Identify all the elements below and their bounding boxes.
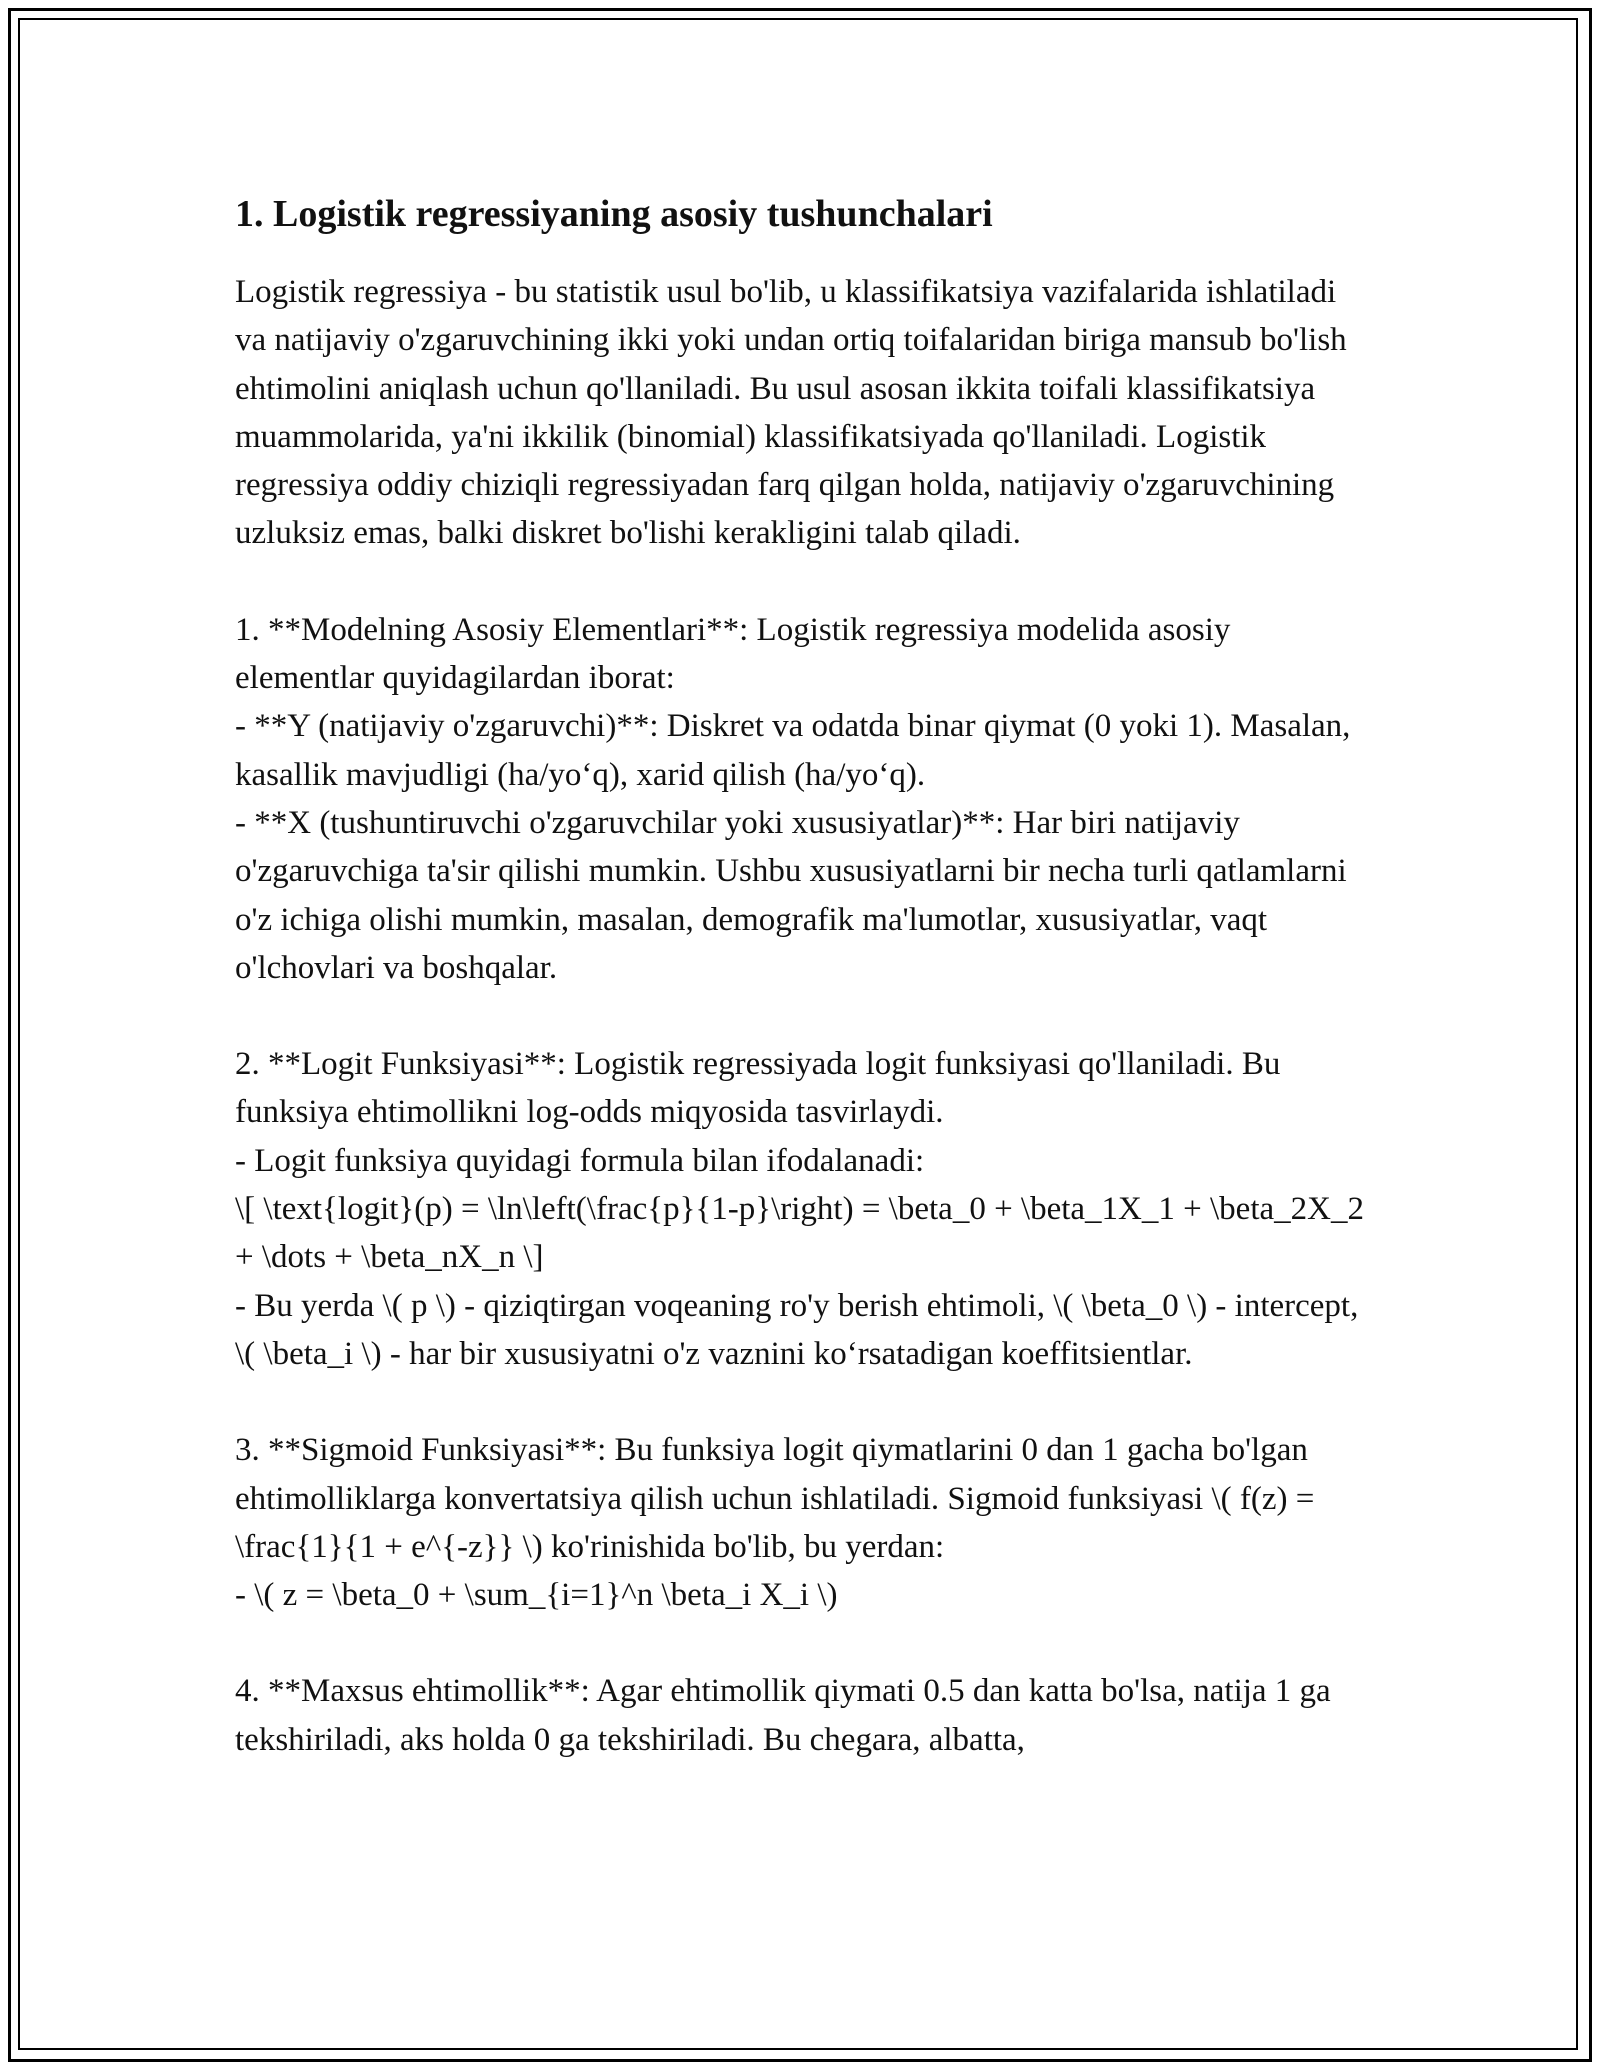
special-probability-paragraph: 4. **Maxsus ehtimollik**: Agar ehtimollik qiymati 0.5 dan katta bo'lsa, natija 1 ga tekshiriladi, aks holda 0 ga tekshiriladi. Bu chegara, albatta, bbox=[235, 1673, 1331, 1758]
document-body bbox=[235, 190, 1375, 1812]
logit-function-paragraph: 2. **Logit Funksiyasi**: Logistik regressiyada logit funksiyasi qo'llaniladi. Bu funksiya ehtimollikni log-odds miqyosida tasvirlaydi. - Logit funksiya quyidagi formula bilan ifodalanadi: \[ \text{logit}(p) = \ln\left(\frac{p}{1-p}\right) = \beta_0 + \beta_1X_1 + \beta_2X_2 + \dots + \beta_nX_n \] - Bu yerda \( p \) - qiziqtirgan voqeaning ro'y berish ehtimoli, \( \beta_0 \) - intercept, \( \beta_i \) - har bir xususiyatni o'z vaznini ko‘rsatadigan koeffitsientlar. bbox=[235, 1046, 1364, 1372]
model-elements-paragraph: 1. **Modelning Asosiy Elementlari**: Logistik regressiya modelida asosiy elementlar quyidagilardan iborat: - **Y (natijaviy o'zgaruvchi)**: Diskret va odatda binar qiymat (0 yoki 1). Masalan, kasallik mavjudligi (ha/yo‘q), xarid qilish (ha/yo‘q). - **X (tushuntiruvchi o'zgaruvchilar yoki xususiyatlar)**: Har biri natijaviy o'zgaruvchiga ta'sir qilishi mumkin. Ushbu xususiyatlarni bir necha turli qatlamlarni o'z ichiga olishi mumkin, masalan, demografik ma'lumotlar, xususiyatlar, vaqt o'lchovlari va boshqalar. bbox=[235, 611, 1351, 986]
intro-paragraph: Logistik regressiya - bu statistik usul bo'lib, u klassifikatsiya vazifalarida ishlatiladi va natijaviy o'zgaruvchining ikki yoki undan ortiq toifalaridan biriga mansub bo'lish ehtimolini aniqlash uchun qo'llaniladi. Bu usul asosan ikkita toifali klassifikatsiya muammolarida, ya'ni ikkilik (binomial) klassifikatsiyada qo'llaniladi. Logistik regressiya oddiy chiziqli regressiyadan farq qilgan holda, natijaviy o'zgaruvchining uzluksiz emas, balki diskret bo'lishi kerakligini talab qiladi. bbox=[235, 274, 1347, 552]
sigmoid-function-paragraph: 3. **Sigmoid Funksiyasi**: Bu funksiya logit qiymatlarini 0 dan 1 gacha bo'lgan ehtimolliklarga konvertatsiya qilish uchun ishlatiladi. Sigmoid funksiyasi \( f(z) = \frac{1}{1 + e^{-z}} \) ko'rinishida bo'lib, bu yerdan: - \( z = \beta_0 + \sum_{i=1}^n \beta_i X_i \) bbox=[235, 1432, 1315, 1614]
section-heading: 1. Logistik regressiyaning asosiy tushunchalari bbox=[235, 193, 993, 235]
